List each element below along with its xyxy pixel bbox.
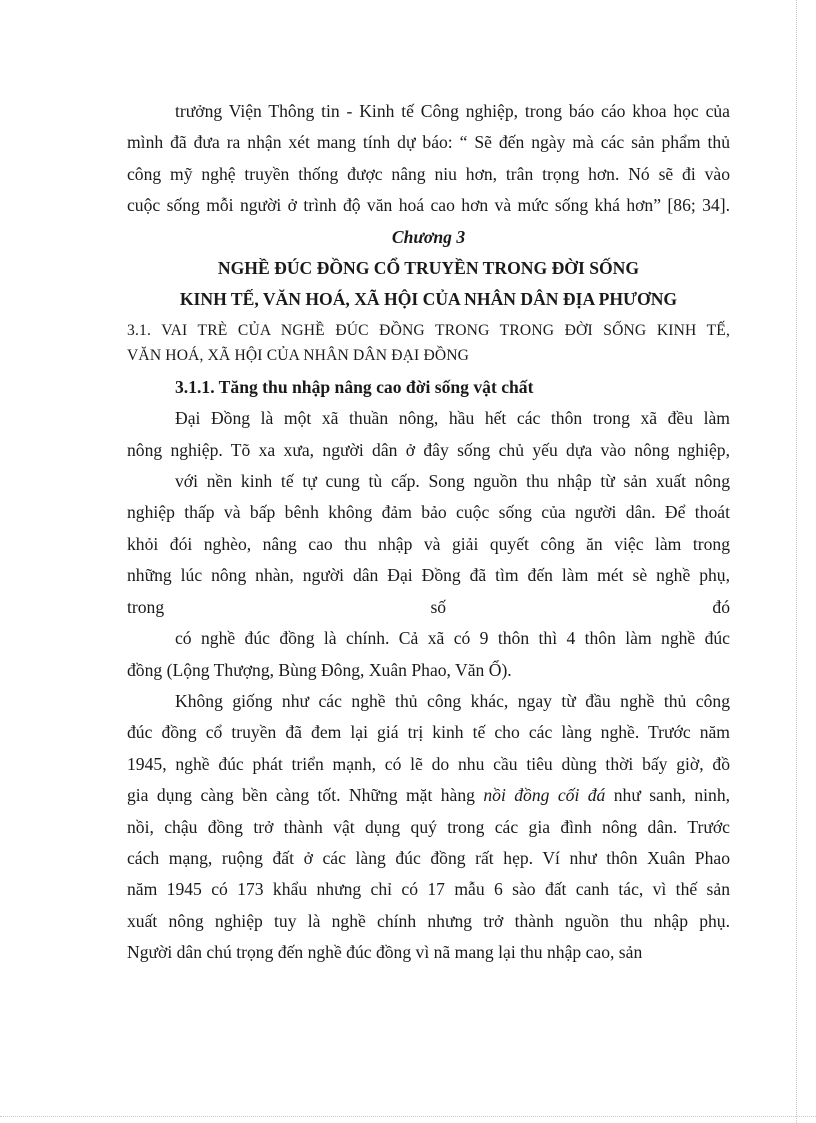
spread-word: trong (127, 596, 165, 617)
section-heading-line-1: 3.1. VAI TRÈ CỦA NGHỀ ĐÚC ĐỒNG TRONG TRONG ĐỜI SỐNG KINH TẾ, (127, 321, 730, 339)
page-edge-guide-horizontal (0, 1116, 816, 1117)
text-line: cách mạng, ruộng đất ở các làng đúc đồng rất hẹp. Ví như thôn Xuân Phao (127, 847, 730, 868)
paragraph-dai-dong (127, 403, 730, 686)
text-line: khỏi đói nghèo, nâng cao thu nhập và giải quyết công ăn việc làm trong (127, 533, 730, 554)
text-line: công mỹ nghệ truyền thống được nâng niu hơn, trân trọng hơn. Nó sẽ đi vào (127, 163, 730, 184)
text-line: đồng (Lộng Thượng, Bùng Đông, Xuân Phao, Văn Ổ). (127, 659, 512, 680)
subsection-heading: 3.1.1. Tăng thu nhập nâng cao đời sống vật chất (175, 376, 534, 397)
text-line: nông nghiệp. Tõ xa xưa, người dân ở đây sống chủ yếu dựa vào nông nghiệp, (127, 439, 730, 460)
text-line: trưởng Viện Thông tin - Kinh tế Công nghiệp, trong báo cáo khoa học của (175, 101, 730, 121)
section-heading (127, 318, 730, 368)
section-heading-line-2: VĂN HOÁ, XÃ HỘI CỦA NHÂN DÂN ĐẠI ĐỒNG (127, 346, 470, 364)
text-line: Người dân chú trọng đến nghề đúc đồng vì nã mang lại thu nhập cao, sản (127, 942, 643, 963)
text-line: cuộc sống mỗi người ở trình độ văn hoá cao hơn và mức sống khá hơn” [86; 34]. (127, 195, 730, 216)
text-run: như sanh, ninh, (605, 785, 731, 806)
paragraph-economic-value (127, 686, 730, 969)
text-line: những lúc nông nhàn, người dân Đại Đồng đã tìm đến làm mét sè nghề phụ, (127, 565, 730, 586)
text-line: Không giống như các nghề thủ công khác, ngay từ đầu nghề thủ công (175, 690, 730, 711)
text-line: 1945, nghề đúc phát triển mạnh, có lẽ do nhu cầu tiêu dùng thời bấy giờ, đồ (127, 753, 730, 774)
text-line: Đại Đồng là một xã thuần nông, hầu hết các thôn trong xã đều làm (175, 408, 730, 429)
chapter-title-line-1: NGHỀ ĐÚC ĐỒNG CỔ TRUYỀN TRONG ĐỜI SỐNG (217, 258, 640, 279)
spread-word: số (430, 596, 447, 617)
text-line: mình đã đưa ra nhận xét mang tính dự báo: “ Sẽ đến ngày mà các sản phẩm thủ (127, 132, 730, 153)
text-line (127, 780, 730, 811)
text-line: có nghề đúc đồng là chính. Cả xã có 9 thôn thì 4 thôn làm nghề đúc (175, 628, 730, 649)
chapter-label: Chương 3 (391, 226, 466, 247)
text-run: gia dụng càng bền càng tốt. Những mặt hàng (127, 785, 484, 806)
paragraph-intro-continuation (127, 96, 730, 222)
text-line: nghiệp thấp và bấp bênh không đảm bảo cuộc sống của người dân. Để thoát (127, 502, 730, 523)
text-line: đúc đồng cổ truyền đã đem lại giá trị kinh tế cho các làng nghề. Trước năm (127, 722, 730, 743)
text-line: nồi, chậu đồng trở thành vật dụng quý trong các gia đình nông dân. Trước (127, 816, 730, 837)
text-line: với nền kinh tế tự cung tù cấp. Song nguồn thu nhập từ sản xuất nông (175, 471, 730, 492)
spread-word: đó (712, 596, 730, 617)
text-line: năm 1945 có 173 khẩu nhưng chỉ có 17 mẫu 6 sào đất canh tác, vì thế sản (127, 879, 730, 900)
page-body (127, 96, 730, 969)
italic-phrase: nồi đồng cối đá (483, 785, 606, 806)
page-edge-guide-vertical (796, 0, 797, 1123)
chapter-title-line-2: KINH TẾ, VĂN HOÁ, XÃ HỘI CỦA NHÂN DÂN ĐỊA PHƯƠNG (179, 289, 678, 310)
text-line: xuất nông nghiệp tuy là nghề chính nhưng trở thành nguồn thu nhập phụ. (127, 910, 730, 931)
spread-text-line (127, 592, 730, 623)
